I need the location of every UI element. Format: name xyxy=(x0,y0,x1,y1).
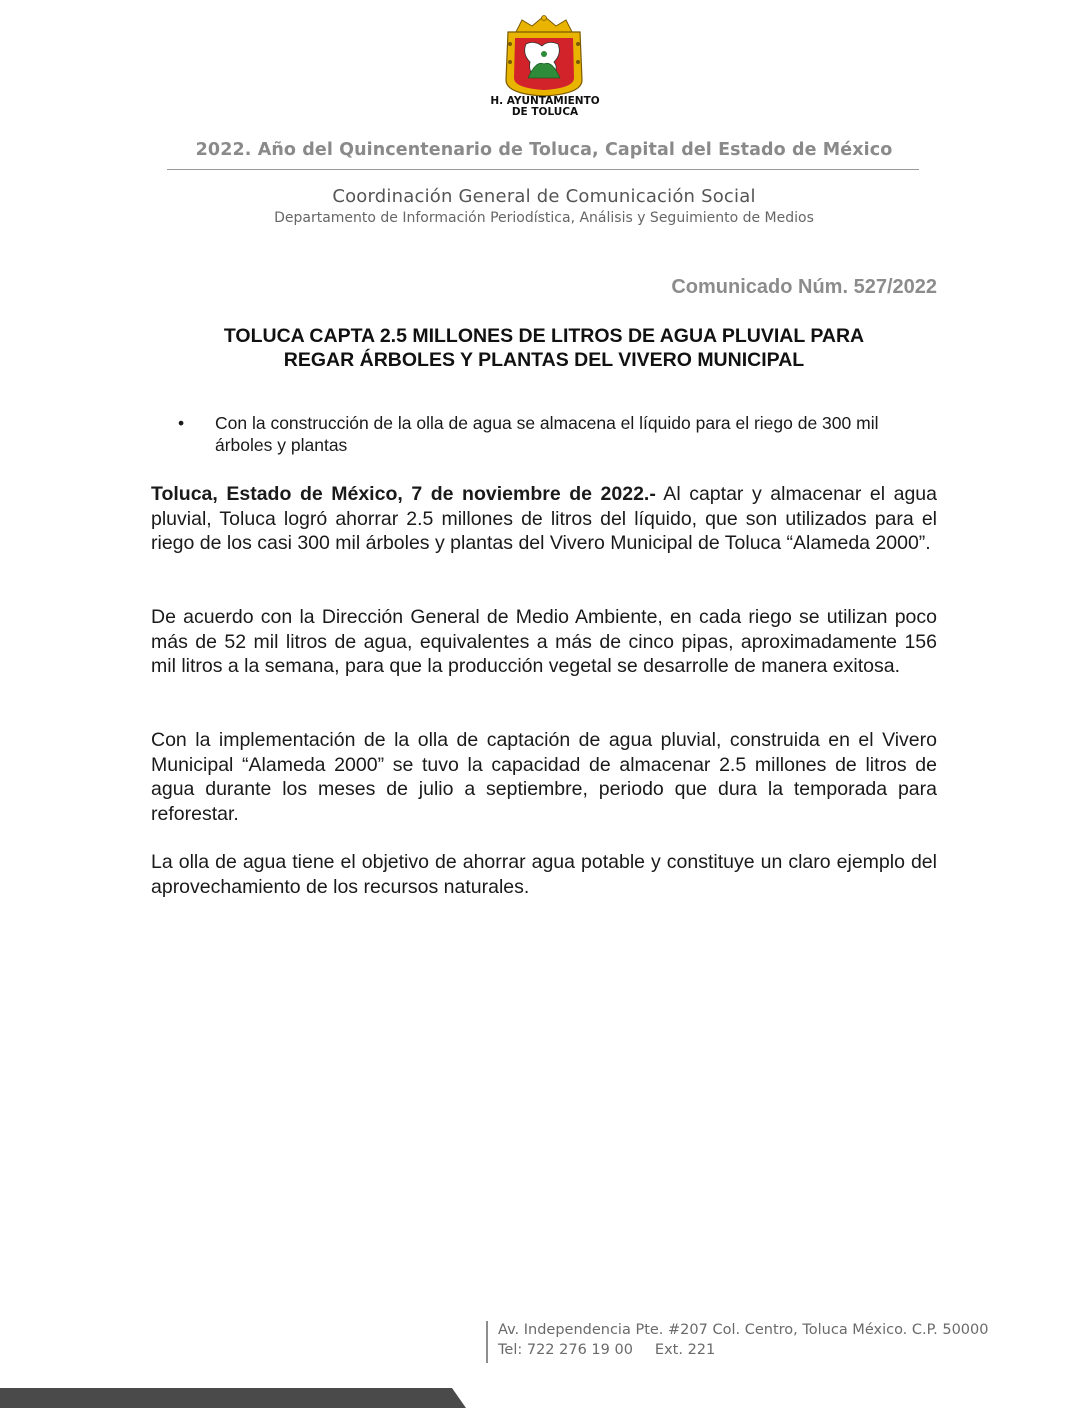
coordination-title: Coordinación General de Comunicación Social xyxy=(332,186,756,207)
dateline: Toluca, Estado de México, 7 de noviembre de 2022.- xyxy=(151,483,656,505)
paragraph-text: Con la implementación de la olla de captación de agua pluvial, construida en el Vivero Municipal “Alameda 2000” se tuvo la capacidad de almacenar 2.5 millones de litros de agua durante los meses de julio a septiembre, periodo que dura la temporada para reforestar. xyxy=(151,729,937,825)
body-paragraph-2 xyxy=(151,605,937,679)
footer-ext: Ext. 221 xyxy=(654,1342,716,1358)
footer-phone xyxy=(498,1342,715,1358)
year-motto: 2022. Año del Quincentenario de Toluca, Capital del Estado de México xyxy=(195,140,893,160)
headline-line2: REGAR ÁRBOLES Y PLANTAS DEL VIVERO MUNICIPAL xyxy=(283,349,805,371)
headline xyxy=(151,324,937,372)
document-number: Comunicado Núm. 527/2022 xyxy=(671,276,937,298)
bullet-text: Con la construcción de la olla de agua se almacena el líquido para el riego de 300 mil árboles y plantas xyxy=(215,413,879,455)
body-paragraph-4 xyxy=(151,850,937,899)
headline-line1: TOLUCA CAPTA 2.5 MILLONES DE LITROS DE AGUA PLUVIAL PARA xyxy=(223,325,865,347)
footer-address: Av. Independencia Pte. #207 Col. Centro, Toluca México. C.P. 50000 xyxy=(498,1322,989,1338)
body-paragraph-1 xyxy=(151,482,937,556)
paragraph-text: Al captar y almacenar el agua pluvial, Toluca logró ahorrar 2.5 millones de litros del líquido, que son utilizados para el riego de los casi 300 mil árboles y plantas del Vivero Municipal de Toluca “Alameda 2000”. xyxy=(151,483,937,554)
bullet-dot-icon: • xyxy=(178,413,185,433)
footer-tel: Tel: 722 276 19 00 xyxy=(498,1342,633,1358)
logo-caption-line2: DE TOLUCA xyxy=(511,106,579,118)
bullet-item xyxy=(178,412,938,456)
body-paragraph-3 xyxy=(151,728,937,826)
department-subtitle: Departamento de Información Periodística, Análisis y Seguimiento de Medios xyxy=(274,210,814,226)
paragraph-text: La olla de agua tiene el objetivo de ahorrar agua potable y constituye un claro ejemplo del aprovechamiento de los recursos naturales. xyxy=(151,851,937,898)
footer-divider xyxy=(486,1321,488,1363)
paragraph-text: De acuerdo con la Dirección General de Medio Ambiente, en cada riego se utilizan poco más de 52 mil litros de agua, equivalentes a más de cinco pipas, aproximadamente 156 mil litros a la semana, para que la producción vegetal se desarrolle de manera exitosa. xyxy=(151,606,937,677)
logo-caption-line1: H. AYUNTAMIENTO xyxy=(490,95,600,107)
logo-caption xyxy=(470,96,620,118)
footer-bar xyxy=(0,1388,1088,1408)
motto-divider xyxy=(167,169,919,170)
